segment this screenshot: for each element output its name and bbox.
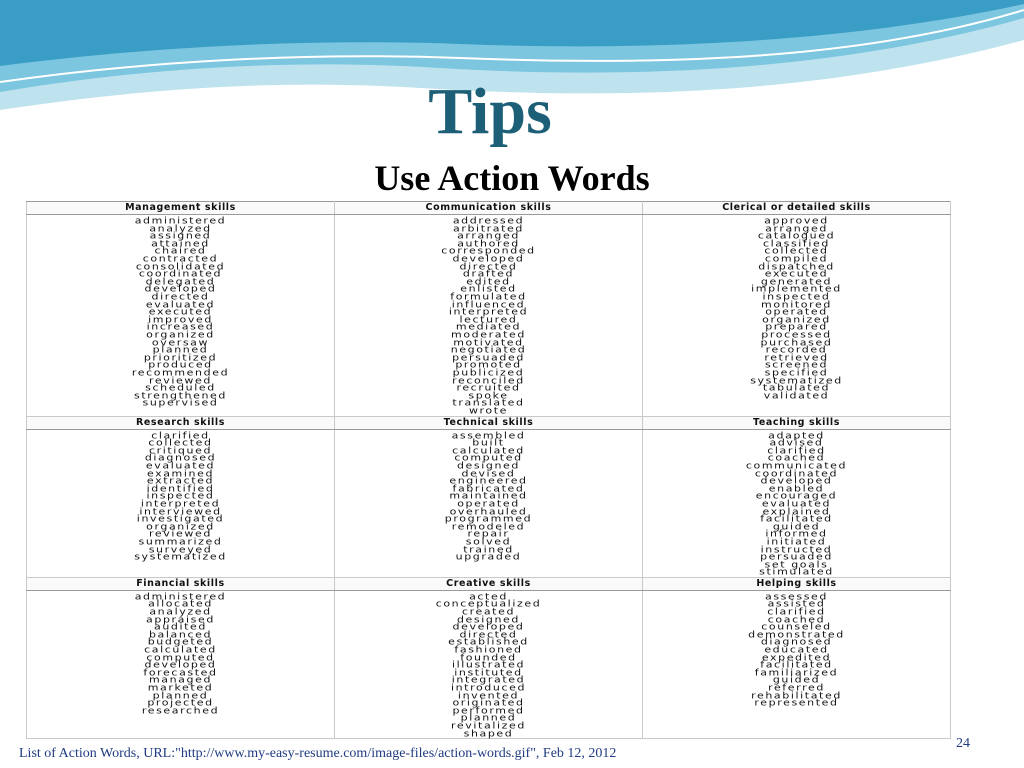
action-word: screened — [764, 359, 829, 370]
action-word: demonstrated — [748, 629, 845, 640]
action-word: administered — [134, 215, 227, 226]
word-list — [27, 215, 334, 407]
action-word: developed — [144, 659, 217, 670]
action-word: arranged — [457, 230, 520, 241]
word-cell — [643, 590, 951, 738]
action-word: recommended — [131, 367, 230, 378]
action-word: persuaded — [452, 352, 525, 363]
action-word: facilitated — [760, 513, 833, 524]
action-word: balanced — [148, 629, 213, 640]
action-word: rehabilitated — [751, 690, 842, 701]
action-word: assembled — [451, 430, 526, 441]
action-word: recorded — [765, 344, 828, 355]
action-word: organized — [146, 521, 215, 532]
action-word: coached — [767, 614, 826, 625]
section-header: Helping skills — [643, 577, 951, 590]
action-word: extracted — [146, 475, 215, 486]
action-word: produced — [148, 359, 213, 370]
word-list — [643, 430, 950, 576]
action-word: enlisted — [460, 283, 517, 295]
action-word: audited — [153, 621, 207, 632]
action-word: planned — [152, 690, 209, 701]
action-word: marketed — [147, 682, 214, 693]
action-word: promoted — [455, 359, 522, 370]
action-word: developed — [452, 621, 525, 632]
header-row-2 — [27, 416, 951, 429]
action-word: publicized — [452, 367, 525, 378]
action-word: tabulated — [762, 382, 831, 393]
page-number: 24 — [956, 736, 970, 751]
action-word: counseled — [761, 621, 832, 632]
word-list — [643, 215, 950, 399]
action-word: prioritized — [143, 352, 218, 363]
action-word: directed — [459, 261, 518, 272]
action-word: critiqued — [148, 445, 213, 456]
action-word: interpreted — [140, 498, 221, 509]
words-row-2 — [27, 429, 951, 577]
action-word: processed — [761, 329, 832, 340]
action-word: retrieved — [764, 352, 829, 363]
action-word: set goals — [764, 559, 829, 570]
action-word: chaired — [154, 245, 207, 257]
section-header: Communication skills — [335, 202, 643, 215]
action-word: guided — [772, 521, 821, 532]
action-word: improved — [148, 314, 213, 325]
action-word: collected — [148, 437, 213, 448]
header-row-3 — [27, 577, 951, 590]
action-word: devised — [461, 468, 516, 479]
word-cell — [335, 215, 643, 417]
action-word: assisted — [767, 598, 826, 610]
words-row-1 — [27, 215, 951, 417]
action-word: programmed — [444, 513, 533, 524]
action-word: represented — [754, 697, 839, 708]
words-row-3 — [27, 590, 951, 738]
action-word: expedited — [761, 652, 832, 663]
action-word: dispatched — [758, 261, 835, 272]
action-word: encouraged — [755, 490, 838, 502]
action-word: inspected — [146, 490, 215, 502]
action-word: shaped — [463, 728, 514, 739]
action-word: spoke — [468, 390, 509, 401]
action-word: invented — [457, 690, 520, 701]
word-cell — [335, 429, 643, 577]
action-word: oversaw — [151, 337, 210, 348]
action-word: clarified — [151, 430, 210, 441]
action-word: performed — [452, 705, 525, 716]
section-header: Financial skills — [27, 577, 335, 590]
action-word: evaluated — [761, 498, 832, 509]
action-word: clarified — [767, 445, 826, 456]
section-header: Teaching skills — [643, 416, 951, 429]
action-word: acted — [469, 591, 508, 602]
word-list — [643, 591, 950, 707]
action-word: drafted — [462, 268, 515, 279]
word-list — [27, 591, 334, 715]
action-word: initiated — [766, 536, 827, 547]
word-cell — [643, 429, 951, 577]
action-word: projected — [147, 697, 214, 708]
action-word: implemented — [751, 283, 842, 295]
action-word: collected — [764, 245, 829, 257]
section-header: Management skills — [27, 202, 335, 215]
action-word: remodeled — [451, 521, 526, 532]
action-word: directed — [459, 629, 518, 640]
action-word: trained — [463, 544, 514, 555]
action-word: upgraded — [455, 551, 522, 562]
action-word: communicated — [745, 460, 848, 471]
action-word: examined — [146, 468, 215, 479]
action-word: authored — [457, 238, 520, 249]
action-word: evaluated — [145, 460, 216, 471]
word-cell — [27, 215, 335, 417]
action-word: assessed — [765, 591, 828, 602]
action-word: planned — [152, 344, 209, 355]
action-word: designed — [456, 614, 521, 625]
action-word: strengthened — [133, 390, 228, 401]
action-word: diagnosed — [760, 636, 833, 648]
action-word: instructed — [760, 544, 833, 555]
action-word: directed — [151, 291, 210, 302]
word-list — [27, 430, 334, 561]
action-word: operated — [765, 306, 828, 317]
action-word: analyzed — [149, 223, 212, 234]
action-word: forecasted — [143, 667, 218, 678]
action-word: prepared — [765, 321, 828, 333]
action-word: increased — [146, 321, 215, 333]
word-list — [335, 215, 642, 414]
action-word: computed — [146, 652, 215, 663]
word-cell — [335, 590, 643, 738]
action-word: translated — [452, 397, 525, 408]
action-word: calculated — [452, 445, 525, 456]
action-word: solved — [465, 536, 512, 547]
action-word: supervised — [142, 397, 219, 408]
action-word: generated — [760, 276, 833, 287]
action-word: illustrated — [451, 659, 526, 670]
action-word: attained — [151, 238, 210, 249]
section-header: Clerical or detailed skills — [643, 202, 951, 215]
action-word: advised — [769, 437, 824, 448]
action-word: introduced — [450, 682, 527, 693]
action-word: analyzed — [149, 606, 212, 617]
action-word: originated — [452, 697, 525, 708]
action-word: wrote — [468, 405, 509, 416]
action-word: repair — [467, 528, 510, 540]
word-list — [335, 430, 642, 561]
action-word: planned — [460, 712, 517, 723]
action-word: surveyed — [148, 544, 213, 555]
action-word: investigated — [136, 513, 225, 524]
action-word: explained — [762, 506, 831, 517]
action-word: conceptualized — [435, 598, 542, 610]
action-word: moderated — [451, 329, 526, 340]
action-word: scheduled — [145, 382, 216, 393]
action-word: validated — [763, 390, 830, 401]
action-word: operated — [457, 498, 520, 509]
action-word: coordinated — [138, 268, 223, 279]
action-word: fabricated — [452, 483, 525, 494]
action-word: founded — [460, 652, 517, 663]
section-header: Creative skills — [335, 577, 643, 590]
action-word: organized — [146, 329, 215, 340]
action-word: built — [472, 437, 505, 448]
action-word: overhauled — [449, 506, 528, 517]
action-word: revitalized — [451, 720, 526, 731]
action-word: reconciled — [452, 375, 525, 386]
action-word: catalogued — [757, 230, 836, 241]
action-word: informed — [765, 528, 828, 540]
slide-title: Tips — [428, 75, 552, 148]
action-word: arranged — [765, 223, 828, 234]
word-cell — [643, 215, 951, 417]
action-word: approved — [764, 215, 829, 226]
action-word: recruited — [456, 382, 521, 393]
action-word: adapted — [768, 430, 825, 441]
action-word: budgeted — [147, 636, 214, 648]
action-word: developed — [452, 253, 525, 264]
action-word: engineered — [449, 475, 528, 486]
action-word: interpreted — [448, 306, 529, 317]
action-word: delegated — [145, 276, 216, 287]
word-cell — [27, 429, 335, 577]
action-word: instituted — [454, 667, 523, 678]
action-word: specified — [764, 367, 829, 378]
action-word: interviewed — [139, 506, 222, 517]
action-word: familiarized — [754, 667, 839, 678]
action-word: organized — [762, 314, 831, 325]
action-word: maintained — [449, 490, 528, 502]
action-word: guided — [772, 674, 821, 686]
section-header: Technical skills — [335, 416, 643, 429]
action-words-table — [26, 201, 951, 739]
action-word: enabled — [768, 483, 825, 494]
header-row-1 — [27, 202, 951, 215]
action-word: inspected — [762, 291, 831, 302]
action-word: mediated — [455, 321, 522, 333]
action-word: reviewed — [149, 528, 212, 540]
word-cell — [27, 590, 335, 738]
action-word: educated — [764, 644, 829, 655]
action-word: developed — [144, 283, 217, 295]
action-word: consolidated — [135, 261, 226, 272]
action-word: designed — [456, 460, 521, 471]
action-word: summarized — [138, 536, 223, 547]
action-word: clarified — [767, 606, 826, 617]
word-list — [335, 591, 642, 737]
action-word: allocated — [148, 598, 213, 610]
action-word: appraised — [146, 614, 215, 625]
action-word: evaluated — [145, 299, 216, 310]
action-word: corresponded — [441, 245, 536, 257]
action-word: influenced — [451, 299, 526, 310]
action-word: administered — [134, 591, 227, 602]
action-word: addressed — [452, 215, 525, 226]
action-word: negotiated — [450, 344, 527, 355]
action-word: classified — [762, 238, 831, 249]
action-word: lectured — [459, 314, 518, 325]
action-word: motivated — [453, 337, 524, 348]
action-word: systematized — [750, 375, 843, 386]
action-word: monitored — [761, 299, 832, 310]
action-word: contracted — [142, 253, 219, 264]
action-word: executed — [148, 306, 213, 317]
action-word: assigned — [149, 230, 212, 241]
action-word: reviewed — [149, 375, 212, 386]
action-word: referred — [768, 682, 825, 693]
action-word: diagnosed — [144, 452, 217, 464]
action-word: coached — [767, 452, 826, 464]
source-citation: List of Action Words, URL:"http://www.my-easy-resume.com/image-files/action-words.gif", Feb 12, 2012 — [19, 746, 617, 761]
action-word: executed — [764, 268, 829, 279]
action-word: managed — [148, 674, 213, 686]
action-word: facilitated — [760, 659, 833, 670]
action-word: systematized — [134, 551, 227, 562]
action-word: arbitrated — [453, 223, 524, 234]
action-word: purchased — [760, 337, 833, 348]
action-word: developed — [760, 475, 833, 486]
action-word: stimulated — [759, 566, 834, 578]
section-header: Research skills — [27, 416, 335, 429]
action-word: researched — [141, 705, 220, 716]
action-word: computed — [454, 452, 523, 464]
slide-subtitle: Use Action Words — [374, 158, 650, 198]
action-word: identified — [146, 483, 215, 494]
action-word: created — [461, 606, 516, 617]
action-word: coordinated — [754, 468, 839, 479]
action-word: established — [448, 636, 529, 648]
action-word: edited — [466, 276, 511, 287]
action-word: persuaded — [760, 551, 833, 562]
action-word: formulated — [450, 291, 527, 302]
action-word: integrated — [451, 674, 526, 686]
action-word: calculated — [144, 644, 217, 655]
action-word: fashioned — [454, 644, 523, 655]
action-word: compiled — [764, 253, 829, 264]
